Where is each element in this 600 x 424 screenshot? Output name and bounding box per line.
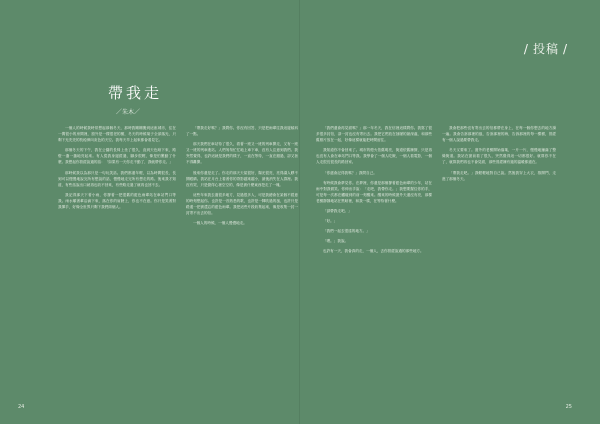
paragraph: 「請帶我走吧。」: [323, 209, 352, 214]
paragraph: 我記得那天下著小雨，你撐著一把很舊的藍色雨傘站在車站門口等我。雨水順著傘沿滴下來，落在你的肩膀上，你也不在意。你只是笑著對我揮手，好像全世界只剩下我們兩個人。: [58, 192, 176, 210]
paragraph: 那時候我以為那只是一句玩笑話。我們都還年輕，以為時間很長，長到可以慢慢地說完所有想說的話，慢慢地走完所有想走的路。後來我才知道，有些話說出口就再也收不回來，有些路走過了就再也回不去。: [58, 170, 176, 187]
paragraph: 「帶我走好嗎？」我問你。你沒有回答，只是把雨傘往我這邊傾斜了一點。: [186, 126, 298, 137]
slash-left: /: [523, 42, 529, 56]
page-fold: [299, 0, 300, 424]
article-author: ／朱木／: [116, 109, 141, 116]
paragraph: 一個人的時候我時常想起那個冬天，那時我剛剛搬到這座城市，住在一間很小的房間裡，窗外是一棵很老的樹，冬天的時候葉子全部落光，只剩下光禿禿的枝椏伸向灰色的天空。我每天早上起來都會看見它。: [58, 126, 176, 143]
paragraph: 那個冬天的下午，我在公園的長椅上坐了很久，直到天色暗下來，路燈一盞一盞地亮起來。有人從我身邊經過，腳步很輕，像是怕驚動了什麼。我想起你曾經說過的話：「如果有一天你走不動了，我就帶你走。」: [58, 148, 176, 165]
paragraph: 這些年來我去過很多地方，見過很多人，可是我總會在某個不經意的時刻想起你。也許是一首熟悉的歌，也許是一陣吹過的風，也許只是路邊一把被遺忘的藍色雨傘。我把這些片段收集起來，像是收集一封一封寄不出去的信。: [186, 192, 298, 216]
slash-right: /: [562, 42, 568, 56]
paragraph: 我會把那些沒有寄出去的信都帶在身上，在每一個你想去的地方讀一遍。我會告訴那裡的風，告訴那裡的海，告訴那裡的每一棵樹，曾經有一個人說過要帶我走。: [442, 126, 556, 143]
section-header: [520, 40, 572, 57]
section-category: 投稿: [532, 42, 559, 56]
article-title: 帶我走: [108, 84, 163, 102]
paragraph: 有時候我會夢見你。在夢裡，你還是那個撐著藍色雨傘的少年，站在雨中對我微笑。你伸出手說：「走吧，我帶你走。」我想要握住你的手，可是每一次都在觸碰到的前一刻醒來。醒來的時候窗外天還沒有亮，那棵老樹靜靜地站在黑暗裡，和我一樣，在等待著什麼。: [316, 180, 432, 203]
paragraph: 也許有一天，我會真的走，一個人，去你曾經說過的那些地方。: [323, 249, 424, 254]
text-column-1: [58, 125, 176, 214]
paragraph: 我知道你不會回來了。城市的燈火依舊明亮，街道依舊擁擠，只是再也沒有人會在車站門口等我。我學會了一個人吃飯，一個人看電影，一個人走很長很長的路回家。: [316, 148, 432, 165]
paragraph: 「好。」: [323, 219, 338, 224]
text-column-3: [316, 125, 432, 259]
paragraph: 「我們一起去很遠的地方。」: [323, 229, 370, 234]
text-column-2: [186, 125, 298, 230]
paragraph: 冬天又要來了。窗外的老樹開始落葉，一片一片，慢慢地鋪滿了整條街道。我站在窗前看了很久，突然覺得這一切都很好。就算你不在了，就算我們再也不會見面，那些曾經擁有過的溫暖都還在。: [442, 148, 556, 165]
text-column-4: [442, 125, 556, 186]
paragraph: 一個人的時候，一個人慢慢地走。: [193, 221, 247, 226]
paragraph: 「嗯。」我說。: [323, 239, 349, 244]
paragraph: 那天我們在車站待了很久，看著一班又一班的列車開走，又有一班又一班的列車進站。人們匆匆忙忙地上車下車，沒有人注意到我們。我突然覺得，也許這就是我們的樣子，一直在等待，一直在錯過，卻又捨不得離開。: [186, 142, 298, 165]
page-number-right: 25: [565, 404, 572, 410]
page-number-left: 24: [18, 404, 25, 410]
paragraph: 「你還會記得我嗎？」我問自己。: [323, 170, 377, 175]
paragraph: 後來你還是走了。你走的那天天氣很好，陽光很亮，亮得讓人睜不開眼睛。我站在月台上看著你的背影越來越小，最後消失在人群裡。我沒有哭，只是覺得心裡空空的，像是被什麼東西挖走了一塊。: [186, 170, 298, 187]
paragraph: 「帶我走吧。」我輕輕地對自己說。然後我穿上大衣，推開門，走進了那個冬天。: [442, 170, 556, 181]
paragraph: 「我們還會再見面嗎？」那一年冬天，我在信裡這樣問你。我寫了很多很多封信，卻一封也沒有寄出去。我把它們放在抽屜的最深處，和那些舊照片放在一起，好像這樣就能把時間留住。: [316, 126, 432, 143]
